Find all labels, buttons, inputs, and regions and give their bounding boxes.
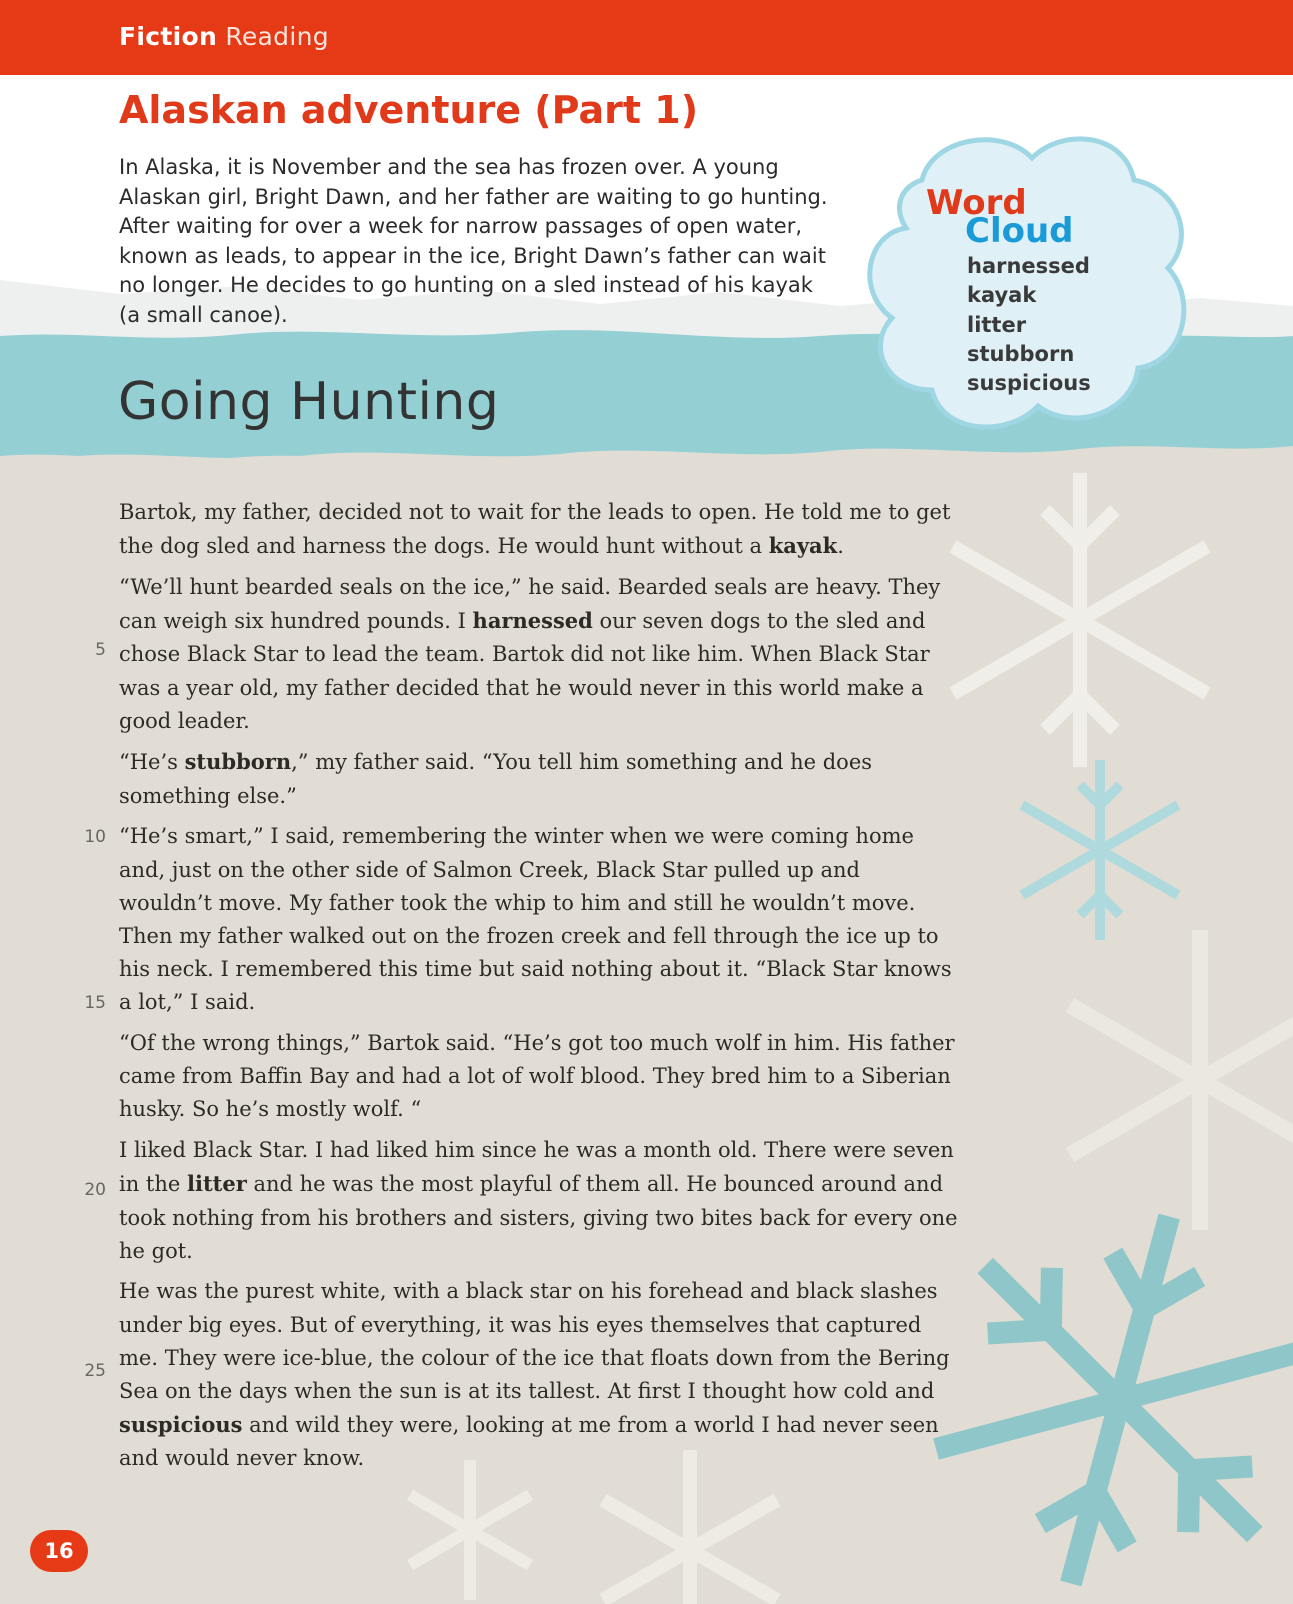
word-cloud-item: litter [967,312,1027,337]
vocab-word: stubborn [184,749,292,775]
story-paragraph: He was the purest white, with a black star on his forehead and black slashes under big eyes. But of everything, it was his eyes themselves that captured me. They were ice-blue, the colour of the ice that floats down from the Bering Sea on the days when the sun is at its tallest. At first I thought how cold and suspicious and wild they were, looking at me from a world I had never seen and would never know. [119,1279,950,1471]
story-paragraph: I liked Black Star. I had liked him since he was a month old. There were seven in the litter and he was the most playful of them all. He bounced around and took nothing from his brothers and sisters, giving two bites back for every one he got. [119,1138,958,1263]
page-title: Alaskan adventure (Part 1) [119,88,699,132]
story-paragraph: “Of the wrong things,” Bartok said. “He’s got too much wolf in him. His father came from Baffin Bay and had a lot of wolf blood. They bred him to a Siberian husky. So he’s mostly wolf. “ [119,1031,955,1122]
story-paragraph: “He’s stubborn,” my father said. “You tell him something and he does something else.” [119,749,873,808]
vocab-word: kayak [768,533,838,559]
section-label-bold: Fiction [119,22,218,51]
line-number: 20 [84,1180,106,1200]
vocab-word: litter [186,1171,247,1197]
story-body [119,496,959,1483]
snowflake-icon [959,480,1201,760]
story-paragraph: “He’s smart,” I said, remembering the winter when we were coming home and, just on the other side of Salmon Creek, Black Star pulled up and wouldn’t move. My father took the whip to him and still he wouldn’t move. Then my father walked out on the frozen creek and fell through the ice up to his neck. I remembered this time but said nothing about it. “Black Star knows a lot,” I said. [119,824,952,1015]
word-cloud-item: kayak [967,283,1037,308]
section-header-bar [0,0,1293,75]
story-paragraph: “We’ll hunt bearded seals on the ice,” he said. Bearded seals are heavy. They can weigh six hundred pounds. I harnessed our seven dogs to the sled and chose Black Star to lead the team. Bartok did not like him. When Black Star was a year old, my father decided that he would never in this world make a good leader. [119,574,941,733]
vocab-word: suspicious [119,1412,243,1438]
word-cloud-item: suspicious [967,371,1091,396]
snowflake-icon [1070,930,1293,1230]
word-cloud-item: harnessed [967,254,1090,278]
word-cloud-item: stubborn [967,341,1075,366]
line-number: 15 [84,993,106,1013]
snowflake-icon [911,1174,1293,1604]
section-label-rest: Reading [225,22,329,51]
section-label [119,22,329,51]
word-cloud-list [967,252,1091,398]
line-number: 10 [84,827,106,847]
snowflake-icon [1022,760,1178,940]
intro-paragraph: In Alaska, it is November and the sea has frozen over. A young Alaskan girl, Bright Dawn, and her father are waiting to go hunting. After waiting for over a week for narrow passages of open water, known as leads, to appear in the ice, Bright Dawn’s father can wait no longer. He decides to go hunting on a sled instead of his kayak (a small canoe). [119,155,828,327]
vocab-word: harnessed [472,608,593,634]
line-number: 5 [95,640,106,660]
word-cloud-title-cloud: Cloud [965,211,1074,251]
story-heading: Going Hunting [118,372,500,432]
intro-text [119,153,839,330]
word-cloud-title-word: Word [926,183,1027,223]
line-number: 25 [84,1361,106,1381]
page-number-badge: 16 [30,1530,88,1572]
story-paragraph: Bartok, my father, decided not to wait for the leads to open. He told me to get the dog sled and harness the dogs. He would hunt without a kayak. [119,500,951,559]
